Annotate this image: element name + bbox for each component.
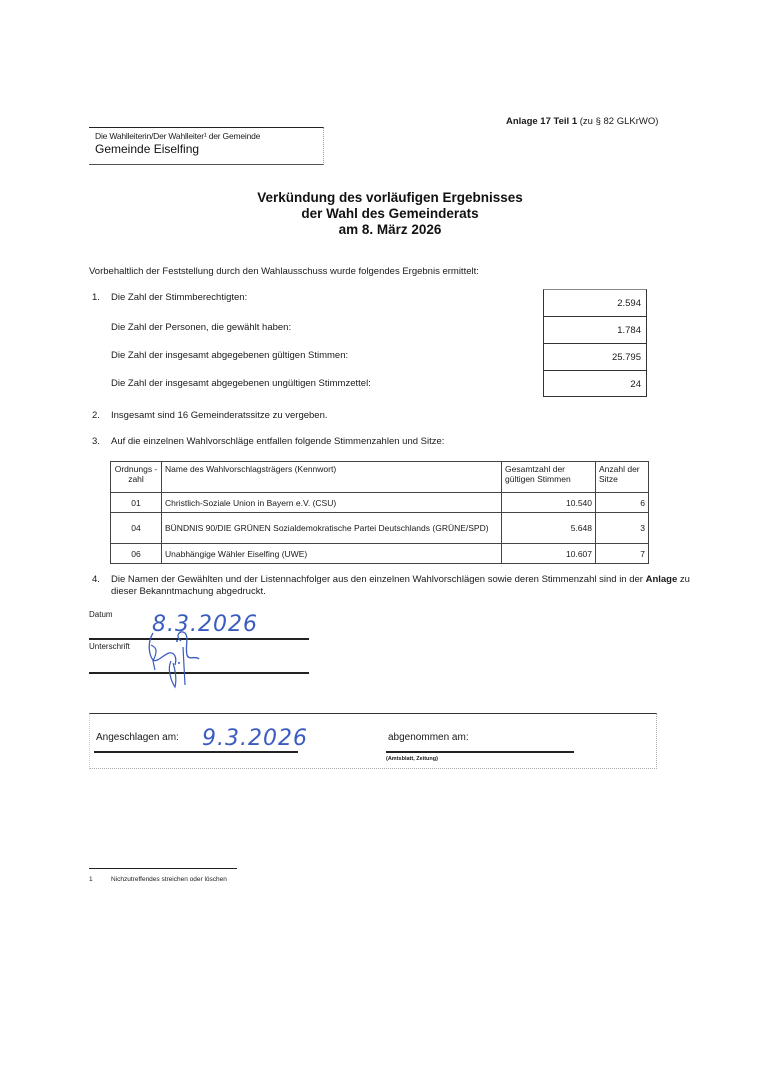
cell-name: Christlich-Soziale Union in Bayern e.V. (CSU) bbox=[162, 493, 502, 513]
annex-label-rest: (zu § 82 GLKrWO) bbox=[577, 116, 659, 127]
section-1-row: Die Zahl der insgesamt abgegebenen ungültigen Stimmzettel: bbox=[111, 378, 371, 389]
footnote bbox=[89, 876, 227, 883]
cell-ord: 01 bbox=[111, 493, 162, 513]
cell-ord: 04 bbox=[111, 513, 162, 544]
title-line-2: der Wahl des Gemeinderats bbox=[301, 206, 479, 221]
handwritten-date: 8.3.2026 bbox=[152, 612, 258, 637]
authority-role: Die Wahlleiterin/Der Wahlleiter¹ der Gemeinde bbox=[95, 131, 261, 141]
footnote-marker: 1 bbox=[89, 876, 93, 883]
value-invalid-ballots: 24 bbox=[630, 379, 641, 390]
row-label: Die Zahl der Stimmberechtigten: bbox=[111, 292, 248, 303]
annex-label-bold: Anlage 17 Teil 1 bbox=[506, 116, 578, 127]
removed-caption: (Amtsblatt, Zeitung) bbox=[386, 756, 438, 762]
section-number: 2. bbox=[92, 410, 100, 421]
section-1-row bbox=[89, 292, 559, 303]
section-4 bbox=[89, 574, 699, 598]
cell-ord: 06 bbox=[111, 544, 162, 564]
section-1-row: Die Zahl der Personen, die gewählt haben: bbox=[111, 322, 292, 333]
table-row bbox=[111, 544, 649, 564]
section-number: 3. bbox=[92, 436, 100, 447]
header-seats: Anzahl der Sitze bbox=[596, 462, 649, 493]
value-eligible-voters: 2.594 bbox=[544, 290, 646, 317]
authority-box bbox=[89, 127, 324, 165]
results-table bbox=[110, 461, 649, 564]
annex-label bbox=[506, 116, 658, 127]
removed-date-line bbox=[386, 751, 574, 753]
section-3-text: Auf die einzelnen Wahlvorschläge entfallen folgende Stimmenzahlen und Sitze: bbox=[111, 436, 445, 447]
title-line-3: am 8. März 2026 bbox=[338, 222, 442, 237]
header-ordnungszahl: Ordnungs - zahl bbox=[111, 462, 162, 493]
handwritten-signature-icon bbox=[145, 625, 225, 695]
posted-date-line bbox=[94, 751, 298, 753]
section-number: 4. bbox=[92, 574, 100, 585]
header-votes: Gesamtzahl der gültigen Stimmen bbox=[502, 462, 596, 493]
authority-name: Gemeinde Eiselfing bbox=[95, 142, 200, 156]
cell-seats: 7 bbox=[596, 544, 649, 564]
title-line-1: Verkündung des vorläufigen Ergebnisses bbox=[257, 190, 523, 205]
cell-seats: 3 bbox=[596, 513, 649, 544]
date-label: Datum bbox=[89, 610, 113, 619]
signature-label: Unterschrift bbox=[89, 642, 130, 651]
document-title bbox=[200, 190, 580, 238]
value-valid-votes: 25.795 bbox=[544, 344, 646, 371]
cell-name: BÜNDNIS 90/DIE GRÜNEN Sozialdemokratische Partei Deutschlands (GRÜNE/SPD) bbox=[162, 513, 502, 544]
handwritten-posted-date: 9.3.2026 bbox=[202, 726, 308, 751]
annex-reference: Anlage bbox=[645, 574, 678, 585]
table-row bbox=[111, 493, 649, 513]
section-3 bbox=[89, 436, 444, 447]
posted-label: Angeschlagen am: bbox=[96, 732, 179, 743]
section-2-text: Insgesamt sind 16 Gemeinderatssitze zu vergeben. bbox=[111, 410, 328, 421]
table-header-row bbox=[111, 462, 649, 493]
posting-box bbox=[89, 713, 657, 769]
cell-name: Unabhängige Wähler Eiselfing (UWE) bbox=[162, 544, 502, 564]
cell-votes: 10.607 bbox=[502, 544, 596, 564]
section-2 bbox=[89, 410, 328, 421]
footnote-divider bbox=[89, 868, 237, 869]
section-4-text: Die Namen der Gewählten und der Listennachfolger aus den einzelnen Wahlvorschlägen sowie deren Stimmenzahl sind in der Anlage zu dieser Bekanntmachung abgedruckt. bbox=[111, 574, 690, 597]
section-number: 1. bbox=[92, 292, 100, 303]
table-row bbox=[111, 513, 649, 544]
cell-votes: 5.648 bbox=[502, 513, 596, 544]
header-name: Name des Wahlvorschlagsträgers (Kennwort) bbox=[162, 462, 502, 493]
cell-seats: 6 bbox=[596, 493, 649, 513]
footnote-text: Nichzutreffendes streichen oder löschen bbox=[111, 876, 227, 883]
section-1-values-box bbox=[543, 289, 647, 397]
cell-votes: 10.540 bbox=[502, 493, 596, 513]
section-1-row: Die Zahl der insgesamt abgegebenen gültigen Stimmen: bbox=[111, 350, 349, 361]
removed-label: abgenommen am: bbox=[388, 732, 469, 743]
value-persons-voted: 1.784 bbox=[544, 317, 646, 344]
intro-text: Vorbehaltlich der Feststellung durch den Wahlausschuss wurde folgendes Ergebnis ermittelt: bbox=[89, 266, 479, 277]
